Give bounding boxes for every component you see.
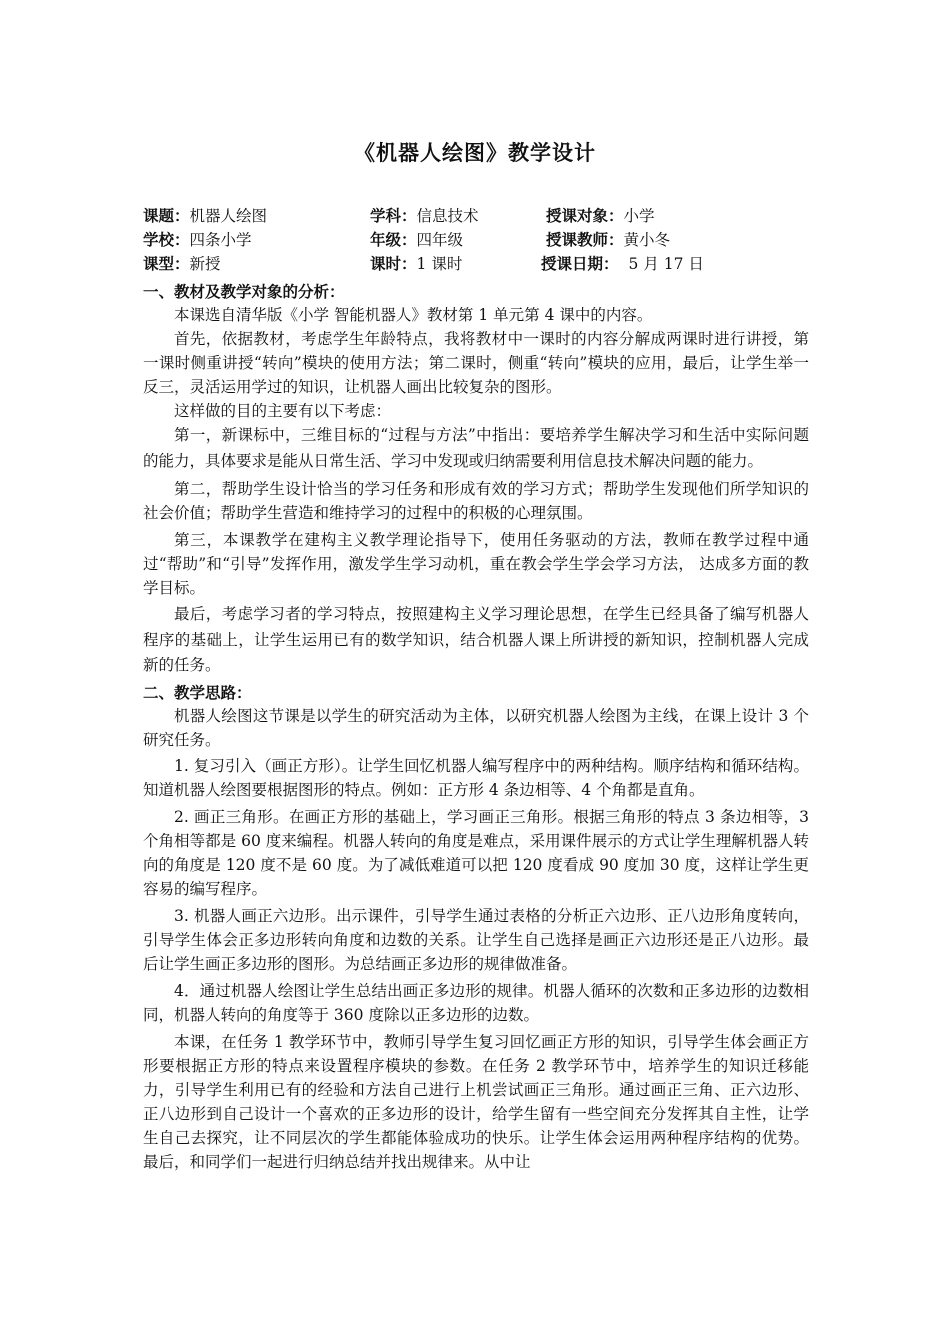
info-topic: 课题：机器人绘图 <box>143 206 268 225</box>
section-heading-approach: 二、教学思路： <box>143 682 252 702</box>
paragraph: 机器人绘图这节课是以学生的研究活动为主体，以研究机器人绘图为主线，在课上设计 3 个研究任务。 <box>143 706 809 749</box>
paragraph: 这样做的目的主要有以下考虑： <box>174 402 392 420</box>
section-heading-analysis: 一、教材及教学对象的分析： <box>143 282 345 301</box>
paragraph: 2. 画正三角形。在画正方形的基础上，学习画正三角形。根据三角形的特点 3 条边相等，3 个角相等都是 60 度来编程。机器人转向的角度是难点，采用课件展示的方式让学生理解机器人转向的角度是 120 度不是 60 度。为了减低难道可以把 120 度看成 90 度加 30 度，这样让学生更容易的编写程序。 <box>143 807 809 898</box>
info-lesson-type: 课型：新授 <box>143 254 221 273</box>
info-audience: 授课对象：小学 <box>546 206 655 225</box>
info-subject: 学科：信息技术 <box>370 206 479 225</box>
paragraph: 4．通过机器人绘图让学生总结出画正多边形的规律。机器人循环的次数和正多边形的边数相同，机器人转向的角度等于 360 度除以正多边形的边数。 <box>143 981 809 1024</box>
info-school: 学校：四条小学 <box>143 230 252 249</box>
info-date: 授课日期： 5 月 17 日 <box>541 254 704 273</box>
lesson-info <box>143 204 823 276</box>
paragraph: 第二，帮助学生设计恰当的学习任务和形成有效的学习方式；帮助学生发现他们所学知识的社会价值；帮助学生营造和维持学习的过程中的积极的心理氛围。 <box>143 480 809 522</box>
document-title: 《机器人绘图》教学设计 <box>354 140 596 165</box>
paragraph: 第一，新课标中，三维目标的“过程与方法”中指出：要培养学生解决学习和生活中实际问题的能力，具体要求是能从日常生活、学习中发现或归纳需要利用信息技术解决问题的能力。 <box>143 426 809 470</box>
paragraph: 最后，考虑学习者的学习特点，按照建构主义学习理论思想，在学生已经具备了编写机器人程序的基础上，让学生运用已有的数学知识，结合机器人课上所讲授的新知识，控制机器人完成新的任务。 <box>143 605 809 674</box>
paragraph: 3. 机器人画正六边形。出示课件，引导学生通过表格的分析正六边形、正八边形角度转向，引导学生体会正多边形转向角度和边数的关系。让学生自己选择是画正六边形还是正八边形。最后让学生画正多边形的图形。为总结画正多边形的规律做准备。 <box>143 906 809 973</box>
paragraph: 第三，本课教学在建构主义教学理论指导下，使用任务驱动的方法，教师在教学过程中通过“帮助”和“引导”发挥作用，激发学生学习动机，重在教会学生学会学习方法， 达成多方面的教学目标。 <box>143 531 809 597</box>
lesson-info-row-2 <box>143 228 823 252</box>
document-body <box>143 280 809 1174</box>
info-grade: 年级：四年级 <box>370 230 464 249</box>
lesson-info-row-1 <box>143 204 823 228</box>
paragraph: 本课，在任务 1 教学环节中，教师引导学生复习回忆画正方形的知识，引导学生体会画正方形要根据正方形的特点来设置程序模块的参数。在任务 2 教学环节中，培养学生的知识迁移能力，引导学生利用已有的经验和方法自己进行上机尝试画正三角形。通过画正三角、正六边形、正八边形到自己设计一个喜欢的正多边形的设计，给学生留有一些空间充分发挥其自主性，让学生自己去探究，让不同层次的学生都能体验成功的快乐。让学生体会运用两种程序结构的优势。最后，和同学们一起进行归纳总结并找出规律来。从中让 <box>143 1032 809 1171</box>
paragraph: 本课选自清华版《小学 智能机器人》教材第 1 单元第 4 课中的内容。 <box>174 306 653 324</box>
info-periods: 课时：1 课时 <box>370 254 463 273</box>
info-teacher: 授课教师：黄小冬 <box>546 230 671 249</box>
paragraph: 首先，依据教材，考虑学生年龄特点，我将教材中一课时的内容分解成两课时进行讲授，第一课时侧重讲授“转向”模块的使用方法；第二课时，侧重“转向”模块的应用，最后，让学生举一反三，灵活运用学过的知识，让机器人画出比较复杂的图形。 <box>143 330 809 396</box>
lesson-info-row-3 <box>143 252 823 276</box>
paragraph: 1. 复习引入（画正方形）。让学生回忆机器人编写程序中的两种结构。顺序结构和循环结构。知道机器人绘图要根据图形的特点。例如：正方形 4 条边相等、4 个角都是直角。 <box>143 756 809 799</box>
